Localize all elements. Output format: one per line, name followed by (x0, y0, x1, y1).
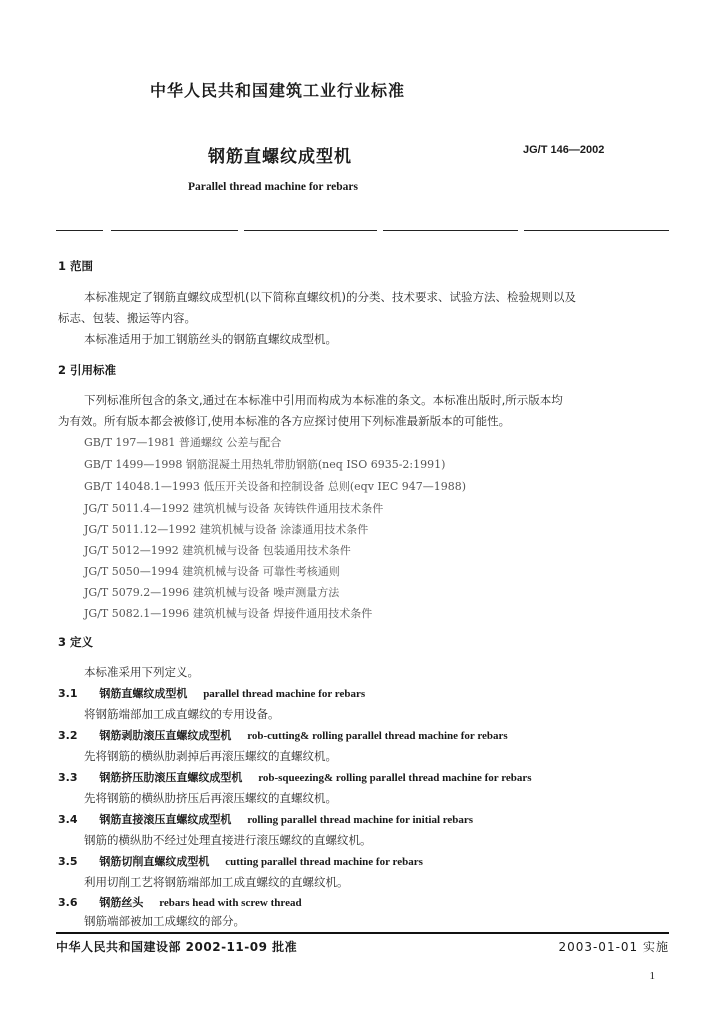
reference-item: JG/T 5011.12—1992 建筑机械与设备 涂漆通用技术条件 (84, 523, 369, 536)
term-number: 3.2 (58, 729, 78, 742)
paragraph-line: 为有效。所有版本都会被修订,使用本标准的各方应探讨使用下列标准最新版本的可能性。 (58, 414, 511, 428)
reference-item: JG/T 5079.2—1996 建筑机械与设备 噪声测量方法 (84, 586, 340, 599)
section-heading-scope: 1 范围 (58, 259, 94, 273)
term-description: 利用切削工艺将钢筋端部加工成直螺纹的直螺纹机。 (84, 875, 349, 889)
header-divider (56, 230, 669, 231)
industry-standard-heading: 中华人民共和国建筑工业行业标准 (150, 81, 406, 100)
term-english: rebars head with screw thread (159, 897, 302, 909)
term-entry (58, 894, 302, 910)
divider-gap (518, 229, 524, 232)
term-chinese: 钢筋直接滚压直螺纹成型机 (99, 813, 232, 826)
reference-item: JG/T 5082.1—1996 建筑机械与设备 焊接件通用技术条件 (84, 607, 373, 620)
term-description: 先将钢筋的横纵肋挤压后再滚压螺纹的直螺纹机。 (84, 791, 337, 805)
divider-gap (103, 229, 111, 232)
term-chinese: 钢筋剥肋滚压直螺纹成型机 (99, 729, 232, 742)
divider-gap (377, 229, 383, 232)
reference-item: GB/T 14048.1—1993 低压开关设备和控制设备 总则(eqv IEC 947—1988) (84, 480, 467, 493)
reference-item: JG/T 5012—1992 建筑机械与设备 包装通用技术条件 (84, 544, 351, 557)
term-english: rolling parallel thread machine for initial rebars (247, 814, 474, 826)
paragraph-line: 下列标准所包含的条文,通过在本标准中引用而构成为本标准的条文。本标准出版时,所示版本均 (84, 393, 563, 407)
term-number: 3.4 (58, 813, 78, 826)
paragraph-line: 本标准适用于加工钢筋丝头的钢筋直螺纹成型机。 (84, 332, 337, 346)
paragraph-line: 本标准规定了钢筋直螺纹成型机(以下简称直螺纹机)的分类、技术要求、试验方法、检验规则以及 (84, 290, 576, 304)
reference-item: JG/T 5050—1994 建筑机械与设备 可靠性考核通则 (84, 565, 340, 578)
term-entry (58, 853, 423, 869)
reference-item: GB/T 197—1981 普通螺纹 公差与配合 (84, 436, 282, 449)
term-number: 3.1 (58, 687, 78, 700)
term-english: rob-cutting& rolling parallel thread machine for rebars (247, 730, 508, 742)
term-entry (58, 727, 508, 743)
term-chinese: 钢筋切削直螺纹成型机 (99, 855, 210, 868)
effective-date: 2003-01-01 实施 (558, 940, 669, 954)
term-english: cutting parallel thread machine for rebars (225, 856, 423, 868)
paragraph-line: 本标准采用下列定义。 (84, 665, 199, 679)
term-description: 钢筋的横纵肋不经过处理直接进行滚压螺纹的直螺纹机。 (84, 833, 372, 847)
section-heading-definitions: 3 定义 (58, 635, 94, 649)
paragraph-line: 标志、包装、搬运等内容。 (58, 311, 196, 325)
section-heading-references: 2 引用标准 (58, 363, 117, 377)
term-number: 3.5 (58, 855, 78, 868)
approval-notice: 中华人民共和国建设部 2002-11-09 批准 (56, 940, 298, 954)
term-description: 钢筋端部被加工成螺纹的部分。 (84, 914, 245, 928)
footer-divider (56, 932, 669, 934)
term-chinese: 钢筋直螺纹成型机 (99, 687, 188, 700)
english-title: Parallel thread machine for rebars (188, 181, 358, 193)
reference-item: GB/T 1499—1998 钢筋混凝土用热轧带肋钢筋(neq ISO 6935-2:1991) (84, 458, 446, 471)
page-number: 1 (649, 970, 655, 982)
term-entry (58, 811, 473, 827)
document-title: 钢筋直螺纹成型机 (208, 147, 352, 167)
term-entry (58, 769, 532, 785)
term-number: 3.6 (58, 896, 78, 909)
standard-code: JG/T 146—2002 (523, 144, 605, 156)
term-chinese: 钢筋丝头 (99, 896, 144, 909)
reference-item: JG/T 5011.4—1992 建筑机械与设备 灰铸铁件通用技术条件 (84, 502, 384, 515)
term-chinese: 钢筋挤压肋滚压直螺纹成型机 (99, 771, 243, 784)
term-number: 3.3 (58, 771, 78, 784)
term-description: 将钢筋端部加工成直螺纹的专用设备。 (84, 707, 280, 721)
term-english: rob-squeezing& rolling parallel thread machine for rebars (258, 772, 532, 784)
term-english: parallel thread machine for rebars (203, 688, 366, 700)
divider-gap (238, 229, 244, 232)
term-description: 先将钢筋的横纵肋剥掉后再滚压螺纹的直螺纹机。 (84, 749, 337, 763)
term-entry (58, 685, 365, 701)
